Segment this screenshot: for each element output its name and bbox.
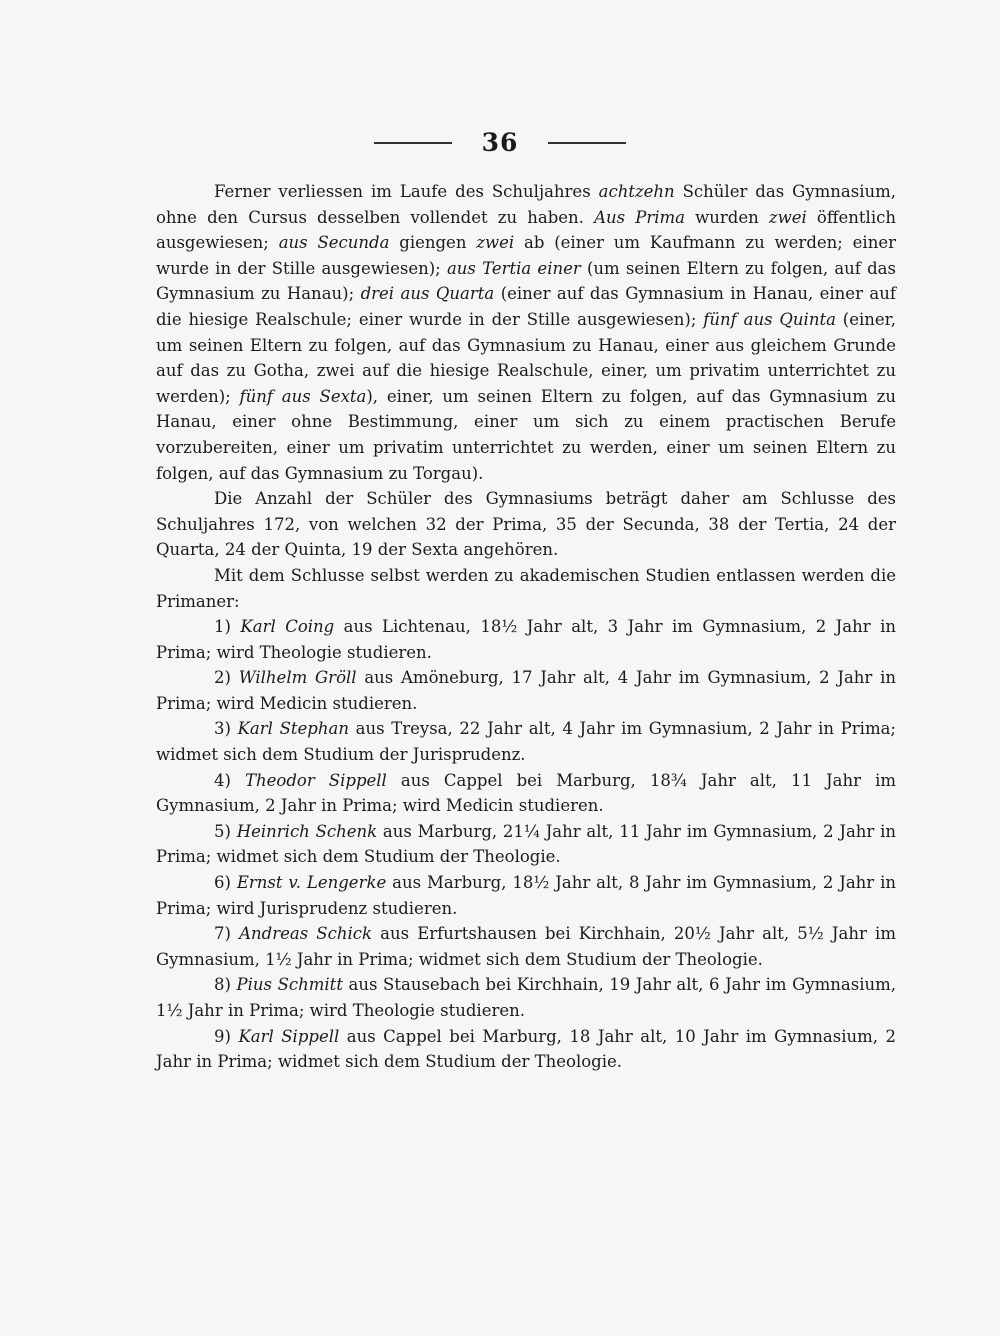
graduate-name: Heinrich Schenk bbox=[236, 821, 378, 841]
list-item: 9) Karl Sippell aus Cappel bei Marburg, 18 Jahr alt, 10 Jahr im Gymnasium, 2 Jahr in Prima; widmet sich dem Studium der Theologie. bbox=[156, 1026, 896, 1072]
list-item: 5) Heinrich Schenk aus Marburg, 21¼ Jahr alt, 11 Jahr im Gymnasium, 2 Jahr in Prima; widmet sich dem Studium der Theologie. bbox=[156, 821, 896, 867]
list-item: 7) Andreas Schick aus Erfurtshausen bei Kirchhain, 20½ Jahr alt, 5½ Jahr im Gymnasium, 1½ Jahr in Prima; widmet sich dem Studium der Theologie. bbox=[156, 924, 896, 969]
graduate-name: Ernst v. Lengerke bbox=[236, 873, 387, 893]
page-body bbox=[156, 179, 896, 1075]
paragraph-graduates-intro: Mit dem Schlusse selbst werden zu akademischen Studien entlassen werden die Primaner: bbox=[156, 565, 896, 611]
graduate-name: Andreas Schick bbox=[239, 924, 372, 944]
graduate-name: Theodor Sippell bbox=[245, 770, 387, 790]
graduate-name: Pius Schmitt bbox=[236, 975, 343, 995]
page-number: 36 bbox=[481, 128, 519, 157]
list-item: 4) Theodor Sippell aus Cappel bei Marburg, 18¾ Jahr alt, 11 Jahr im Gymnasium, 2 Jahr in Prima; wird Medicin studieren. bbox=[156, 770, 897, 816]
header-rule-left bbox=[374, 142, 452, 144]
list-item: 3) Karl Stephan aus Treysa, 22 Jahr alt, 4 Jahr im Gymnasium, 2 Jahr in Prima; widmet sich dem Studium der Jurisprudenz. bbox=[156, 719, 896, 765]
graduate-list bbox=[156, 614, 896, 1075]
list-item: 1) Karl Coing aus Lichtenau, 18½ Jahr alt, 3 Jahr im Gymnasium, 2 Jahr in Prima; wird Theologie studieren. bbox=[156, 617, 896, 662]
list-item: 8) Pius Schmitt aus Stausebach bei Kirchhain, 19 Jahr alt, 6 Jahr im Gymnasium, 1½ Jahr in Prima; wird Theologie studieren. bbox=[156, 975, 897, 1020]
list-item: 6) Ernst v. Lengerke aus Marburg, 18½ Jahr alt, 8 Jahr im Gymnasium, 2 Jahr in Prima; wird Jurisprudenz studieren. bbox=[156, 873, 896, 918]
graduate-name: Karl Coing bbox=[240, 617, 335, 637]
graduate-name: Karl Sippell bbox=[238, 1026, 340, 1046]
graduate-name: Karl Stephan bbox=[237, 719, 349, 739]
paragraph-departures: Ferner verliessen im Laufe des Schuljahres achtzehn Schüler das Gymnasium, ohne den Cursus desselben vollendet zu haben. Aus Prima wurden zwei öffentlich ausgewiesen; aus Secunda giengen zwei ab (einer um Kaufmann zu werden; einer wurde in der Stille ausgewiesen); aus Tertia einer (um seinen Eltern zu folgen, auf das Gymnasium zu Hanau); drei aus Quarta (einer auf das Gymnasium in Hanau, einer auf die hiesige Realschule; einer wurde in der Stille ausgewiesen); fünf aus Quinta (einer, um seinen Eltern zu folgen, auf das Gymnasium zu Hanau, einer aus gleichem Grunde auf das zu Gotha, zwei auf die hiesige Realschule, einer, um privatim unterrichtet zu werden); fünf aus Sexta), einer, um seinen Eltern zu folgen, auf das Gymnasium zu Hanau, einer ohne Bestimmung, einer um sich zu einem practischen Berufe vorzubereiten, einer um privatim unterrichtet zu werden, einer um seinen Eltern zu folgen, auf das Gymnasium zu Torgau). bbox=[156, 182, 897, 483]
list-item: 2) Wilhelm Gröll aus Amöneburg, 17 Jahr alt, 4 Jahr im Gymnasium, 2 Jahr in Prima; wird Medicin studieren. bbox=[156, 668, 896, 713]
header-rule-right bbox=[548, 142, 626, 144]
graduate-name: Wilhelm Gröll bbox=[238, 668, 357, 688]
page-header bbox=[0, 128, 1000, 157]
paragraph-student-count: Die Anzahl der Schüler des Gymnasiums beträgt daher am Schlusse des Schuljahres 172, von welchen 32 der Prima, 35 der Secunda, 38 der Tertia, 24 der Quarta, 24 der Quinta, 19 der Sexta angehören. bbox=[156, 489, 896, 560]
